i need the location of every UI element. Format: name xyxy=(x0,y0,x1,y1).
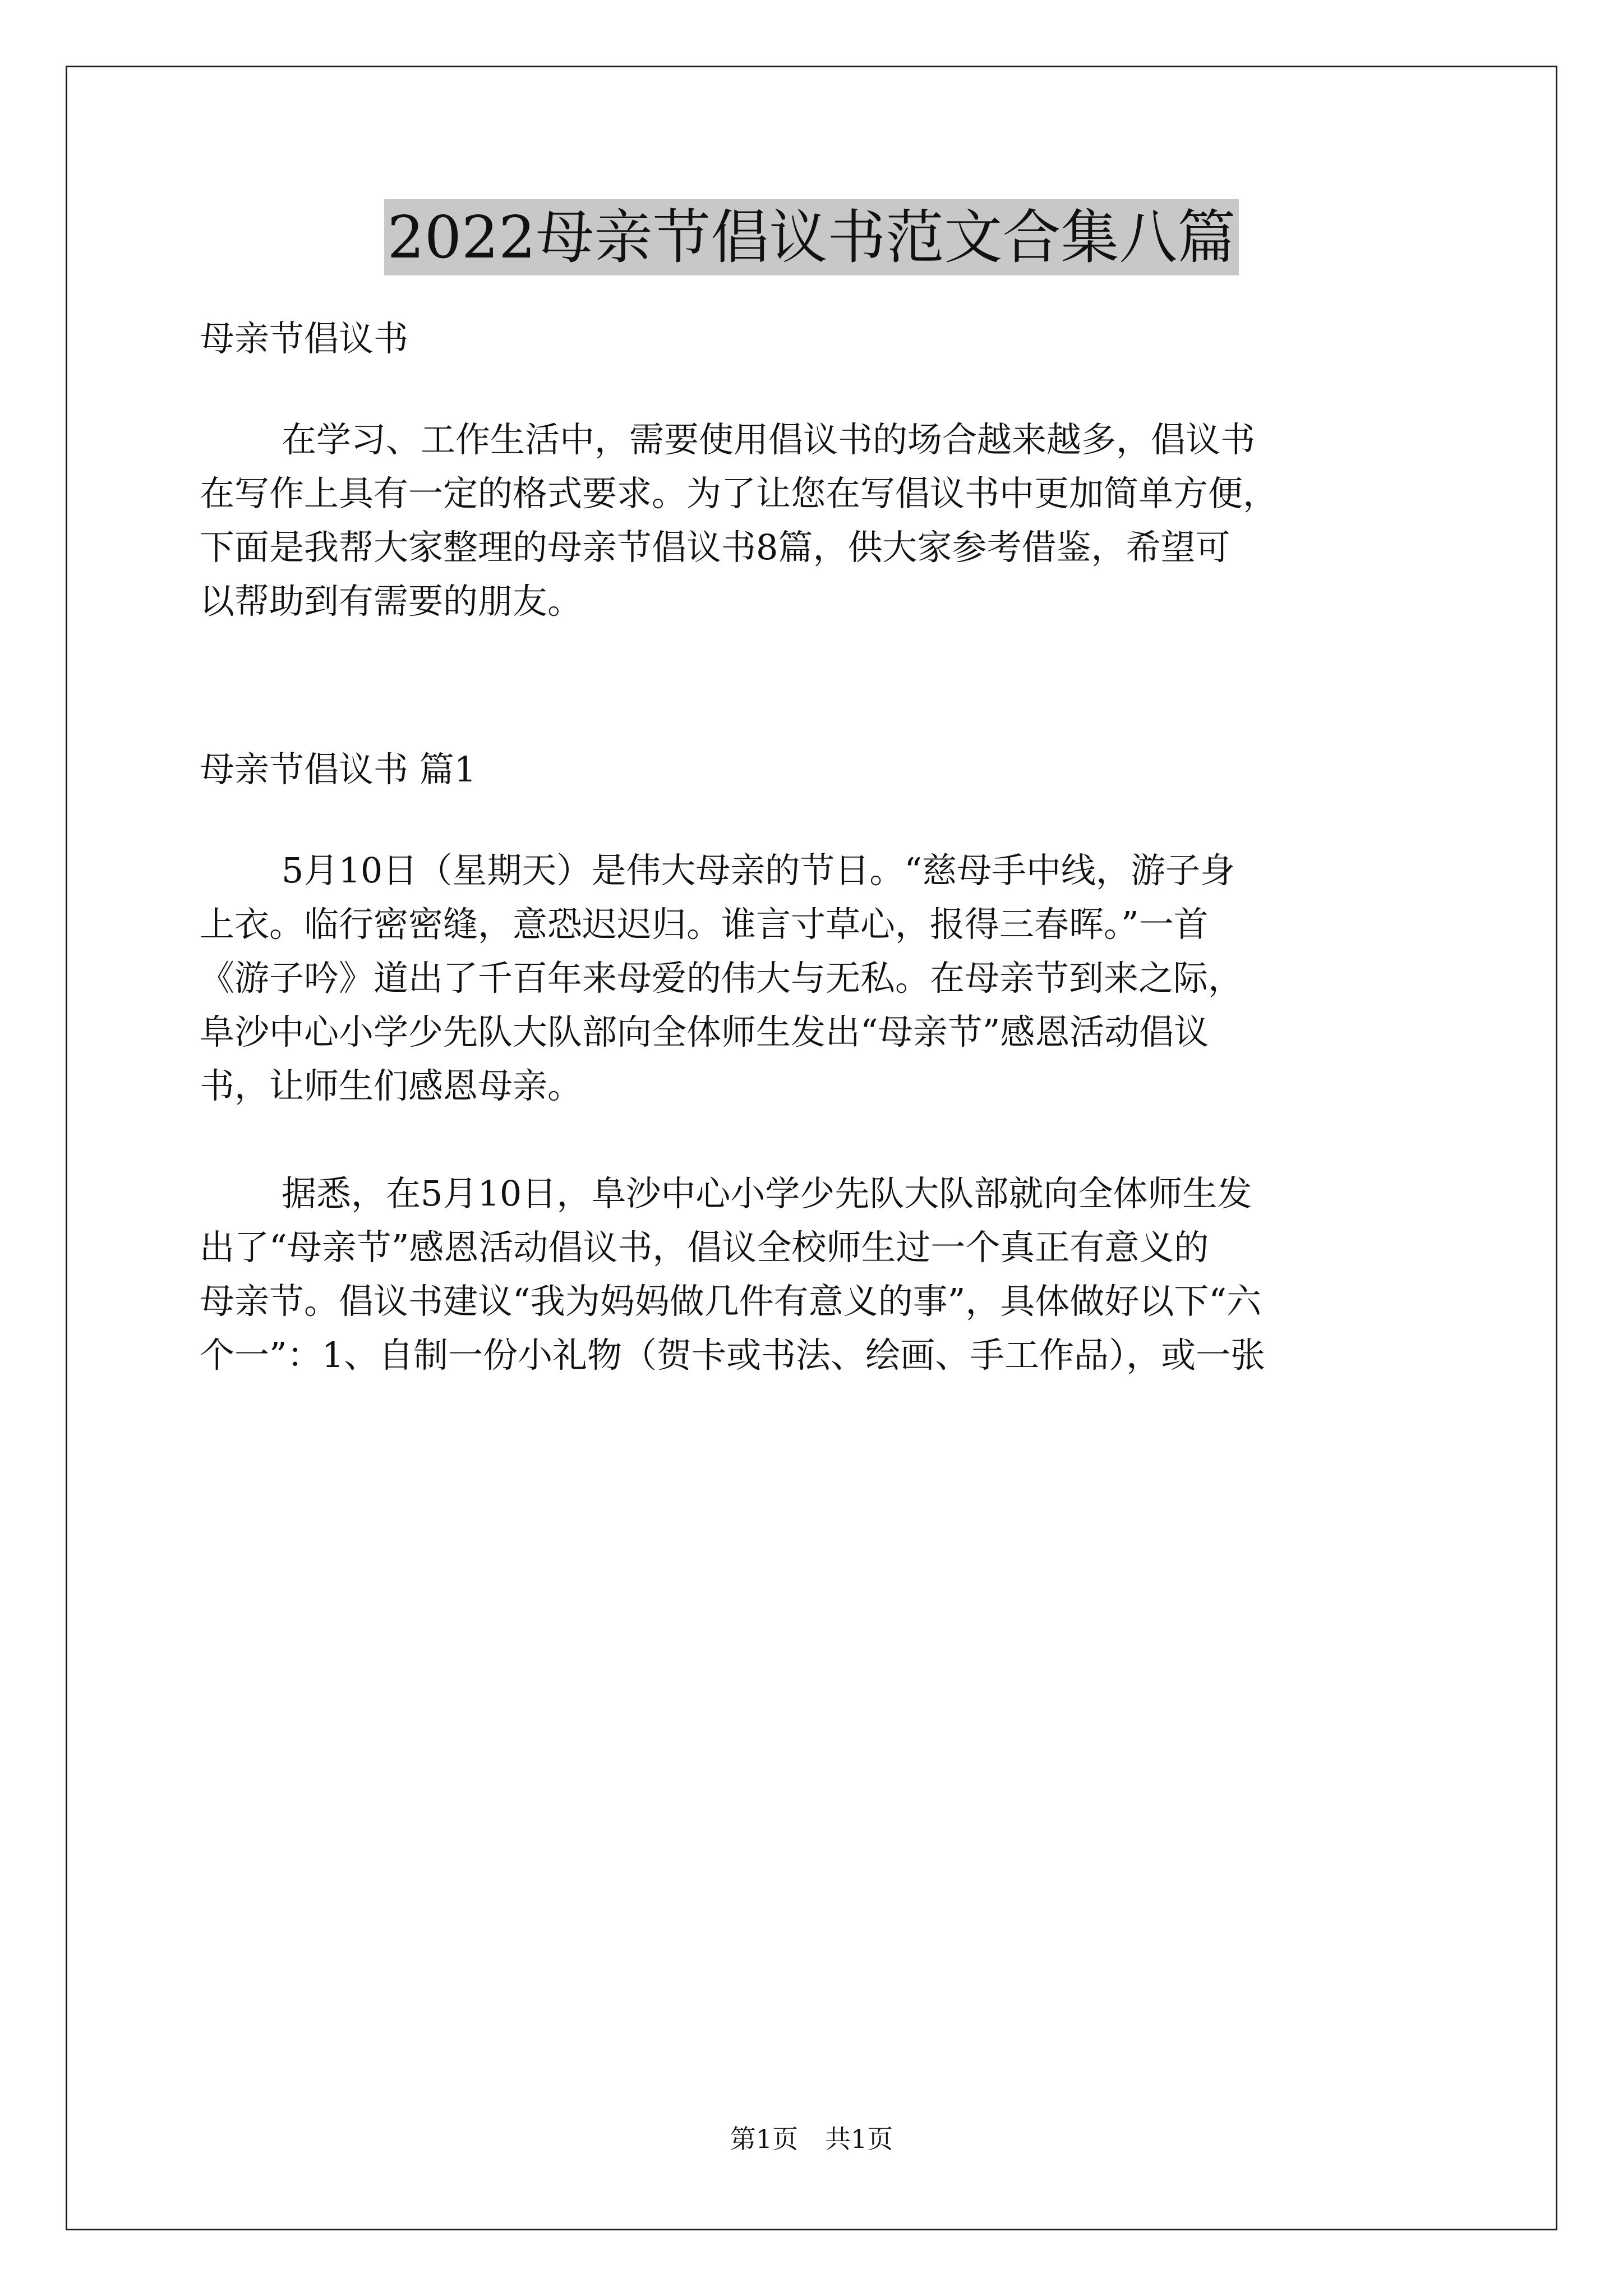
text-line: 在写作上具有一定的格式要求。为了让您在写倡议书中更加简单方便， xyxy=(200,473,1278,514)
text-line: 以帮助到有需要的朋友。 xyxy=(200,581,583,622)
text-line: 母亲节。倡议书建议“我为妈妈做几件有意义的事”，具体做好以下“六 xyxy=(200,1281,1262,1322)
page-number-current: 第1页 xyxy=(730,2124,798,2154)
text-line: 书，让师生们感恩母亲。 xyxy=(200,1065,583,1106)
intro-paragraph xyxy=(200,413,1433,628)
text-line: 下面是我帮大家整理的母亲节倡议书8篇，供大家参考借鉴，希望可 xyxy=(200,527,1230,568)
text-line: 出了“母亲节”感恩活动倡议书，倡议全校师生过一个真正有意义的 xyxy=(200,1227,1209,1268)
document-body xyxy=(200,314,1433,1382)
text-line: 上衣。临行密密缝，意恐迟迟归。谁言寸草心，报得三春晖。”一首 xyxy=(200,904,1209,945)
page-number-total: 共1页 xyxy=(825,2124,893,2154)
intro-heading: 母亲节倡议书 xyxy=(200,318,409,359)
section-heading: 母亲节倡议书 篇1 xyxy=(200,749,477,790)
document-title: 2022母亲节倡议书范文合集八篇 xyxy=(384,199,1239,275)
text-line: 据悉，在5月10日，阜沙中心小学少先队大队部就向全体师生发 xyxy=(282,1173,1252,1214)
paragraph-1 xyxy=(200,844,1433,1113)
text-line: 《游子吟》道出了千百年来母爱的伟大与无私。在母亲节到来之际， xyxy=(200,958,1243,999)
title-container xyxy=(0,199,1623,275)
text-line: 在学习、工作生活中，需要使用倡议书的场合越来越多，倡议书 xyxy=(282,419,1256,460)
text-line: 个一”：1、自制一份小礼物（贺卡或书法、绘画、手工作品），或一张 xyxy=(200,1335,1266,1375)
text-line: 5月10日（星期天）是伟大母亲的节日。“慈母手中线，游子身 xyxy=(282,850,1235,891)
page-footer xyxy=(0,2123,1623,2155)
text-line: 阜沙中心小学少先队大队部向全体师生发出“母亲节”感恩活动倡议 xyxy=(200,1011,1209,1052)
paragraph-2 xyxy=(200,1167,1433,1382)
